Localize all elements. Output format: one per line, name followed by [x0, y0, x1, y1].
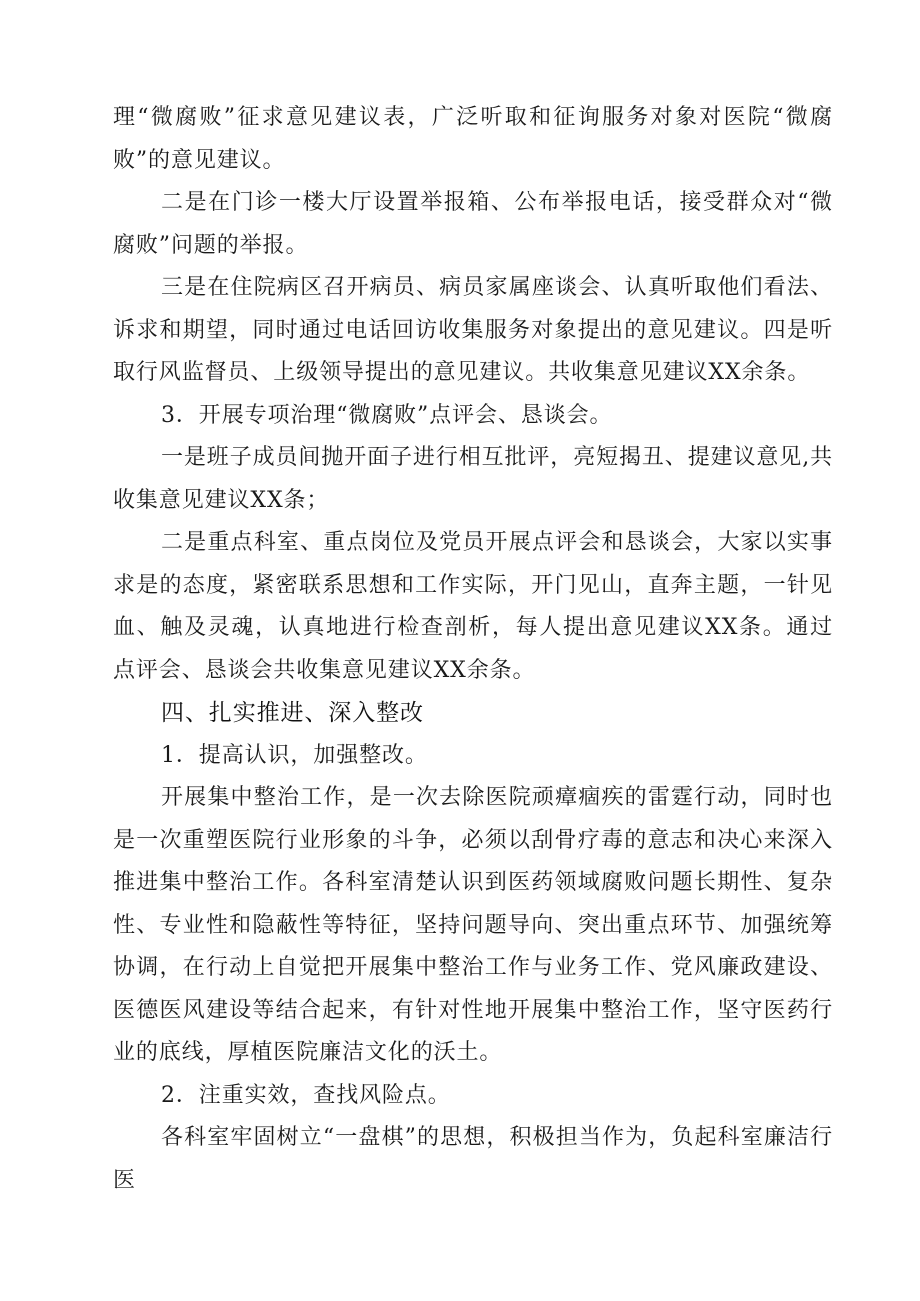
paragraph-department-responsibility: 各科室牢固树立“一盘棋”的思想，积极担当作为，负起科室廉洁行医	[113, 1125, 833, 1193]
document-body	[113, 97, 833, 1202]
list-item-2-risk-points: 2．注重实效，查找风险点。	[161, 1082, 451, 1108]
paragraph-rectification: 开展集中整治工作，是一次去除医院顽瘴痼疾的雷霆行动，同时也是一次重塑医院行业形象的斗争，必须以刮骨疗毒的意志和决心来深入推进集中整治工作。各科室清楚认识到医药领域腐败问题长期性、复杂性、专业性和隐蔽性等特征，坚持问题导向、突出重点环节、加强统筹协调，在行动上自觉把开展集中整治工作与业务工作、党风廉政建设、医德医风建设等结合起来，有针对性地开展集中整治工作，坚守医药行业的底线，厚植医院廉洁文化的沃土。	[113, 785, 833, 1065]
paragraph-key-departments: 二是重点科室、重点岗位及党员开展点评会和恳谈会，大家以实事求是的态度，紧密联系思想和工作实际，开门见山，直奔主题，一针见血、触及灵魂，认真地进行检查剖析，每人提出意见建议XX条。通过点评会、恳谈会共收集意见建议XX余条。	[113, 530, 833, 683]
section-heading-4: 四、扎实推进、深入整改	[161, 700, 424, 726]
paragraph-leadership-criticism: 一是班子成员间抛开面子进行相互批评，亮短揭丑、提建议意见,共收集意见建议XX条；	[113, 445, 833, 513]
paragraph-report-box: 二是在门诊一楼大厅设置举报箱、公布举报电话，接受群众对“微腐败”问题的举报。	[113, 190, 833, 258]
list-item-1-raise-awareness: 1．提高认识，加强整改。	[161, 742, 428, 768]
paragraph-continuation: 理“微腐败”征求意见建议表，广泛听取和征询服务对象对医院“微腐败”的意见建议。	[113, 105, 833, 173]
paragraph-ward-meetings: 三是在住院病区召开病员、病员家属座谈会、认真听取他们看法、诉求和期望，同时通过电话回访收集服务对象提出的意见建议。四是听取行风监督员、上级领导提出的意见建议。共收集意见建议XX余条。	[113, 275, 833, 385]
list-item-3-review-meetings: 3．开展专项治理“微腐败”点评会、恳谈会。	[161, 402, 613, 428]
